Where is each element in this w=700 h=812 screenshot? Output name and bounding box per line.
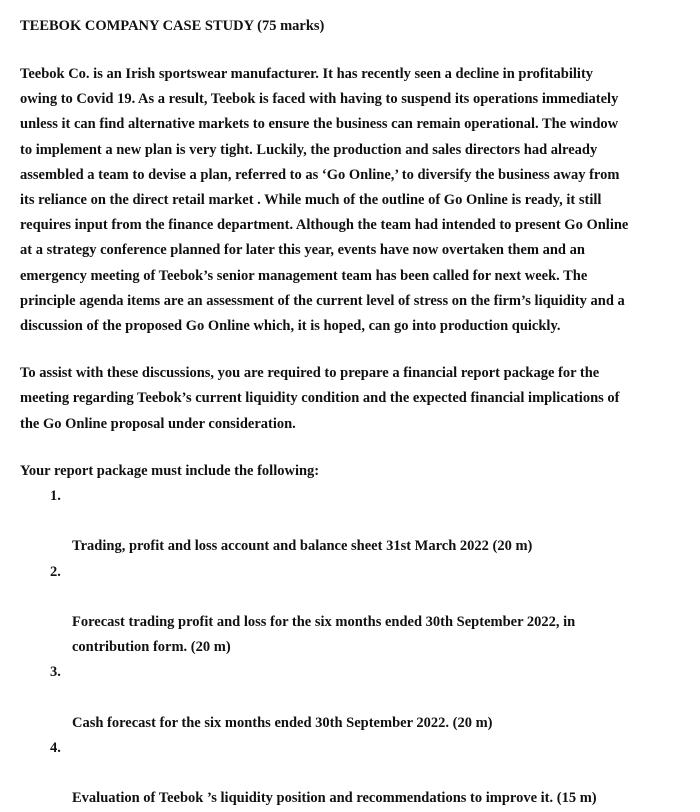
- list-item-number: 1.: [50, 488, 61, 505]
- list-item: [20, 560, 688, 661]
- list-item-text: Forecast trading profit and loss for the six months ended 30th September 2022, in contribution form. (20 m): [72, 614, 576, 656]
- case-study-title: TEEBOK COMPANY CASE STUDY (75 marks): [20, 18, 325, 34]
- intro-paragraph: Teebok Co. is an Irish sportswear manufacturer. It has recently seen a decline in profitability owing to Covid 19. As a result, Teebok is faced with having to suspend its operations immediately unless it can find alternative markets to ensure the business can remain operational. The window to implement a new plan is very tight. Luckily, the production and sales directors had already assembled a team to devise a plan, referred to as ‘Go Online,’ to diversify the business away from its reliance on the direct retail market . While much of the outline of Go Online is ready, it still requires input from the finance department. Although the team had intended to present Go Online at a strategy conference planned for later this year, events have now overtaken them and an emergency meeting of Teebok’s senior management team has been called for next week. The principle agenda items are an assessment of the current level of stress on the firm’s liquidity and a discussion of the proposed Go Online which, it is hoped, can go into production quickly.: [20, 66, 629, 335]
- list-item-number: 2.: [50, 563, 61, 580]
- list-item-text: Evaluation of Teebok ’s liquidity position and recommendations to improve it. (15 m): [72, 790, 597, 807]
- assist-paragraph: To assist with these discussions, you are required to prepare a financial report package for the meeting regarding Teebok’s current liquidity condition and the expected financial implications of the Go Online proposal under consideration.: [20, 365, 620, 432]
- list-item: [20, 484, 688, 560]
- list-item-text: Trading, profit and loss account and balance sheet 31st March 2022 (20 m): [72, 538, 533, 555]
- list-item: [20, 660, 688, 736]
- list-item-text: Cash forecast for the six months ended 30th September 2022. (20 m): [72, 714, 493, 731]
- list-item: [20, 736, 688, 812]
- requirements-list: [20, 484, 688, 812]
- list-item-number: 3.: [50, 664, 61, 681]
- list-item-number: 4.: [50, 740, 61, 757]
- requirements-intro: Your report package must include the following:: [20, 462, 320, 479]
